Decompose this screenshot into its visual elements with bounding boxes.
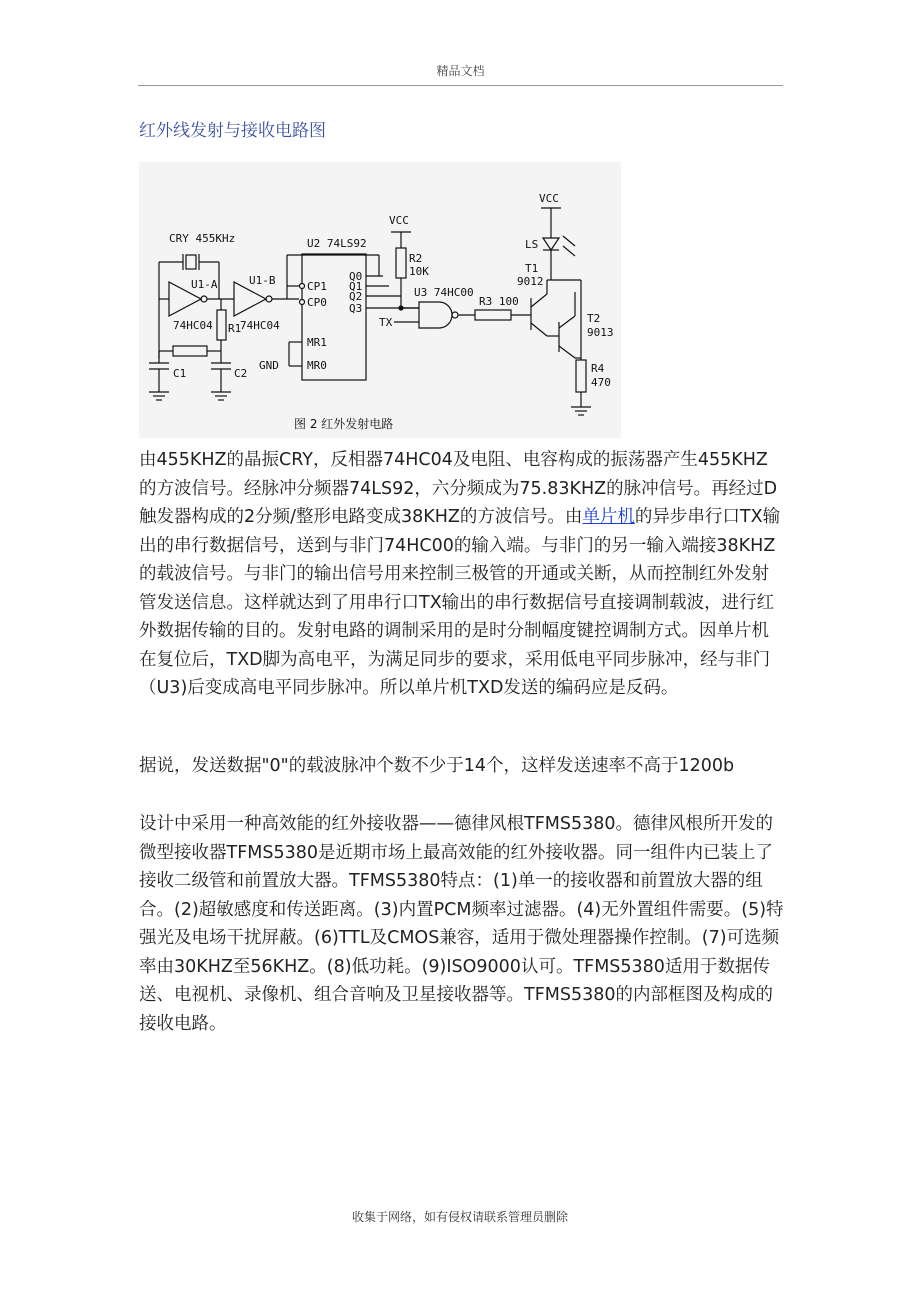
label-vcc-2: VCC — [539, 192, 559, 205]
label-q2: Q2 — [349, 290, 363, 303]
label-r2-value: 10K — [409, 265, 429, 278]
label-t1: T1 — [525, 262, 539, 275]
resistor-bottom — [173, 346, 207, 356]
label-r3: R3 100 — [479, 295, 519, 308]
paragraph-transmission-rate: 据说，发送数据"0"的载波脉冲个数不少于14个，这样发送速率不高于1200b — [139, 756, 735, 776]
label-vcc-1: VCC — [389, 214, 409, 227]
crystal-body — [186, 255, 196, 269]
label-t2: T2 — [587, 312, 601, 325]
label-r2: R2 — [409, 252, 423, 265]
label-mr1: MR1 — [307, 336, 327, 349]
paragraph-transmitter-description — [139, 446, 784, 703]
nand-gate-u3 — [419, 302, 452, 328]
ir-transmitter-circuit-figure — [139, 162, 621, 438]
figure-caption: 图 2 红外发射电路 — [294, 417, 394, 431]
label-r1: R1 — [228, 322, 242, 335]
label-74hc04-a: 74HC04 — [173, 319, 213, 332]
label-r4-value: 470 — [591, 376, 611, 389]
inverter-u1b — [234, 282, 266, 316]
label-cp0: CP0 — [307, 296, 327, 309]
page-header: 精品文档 — [138, 62, 783, 86]
label-tx: TX — [379, 316, 393, 329]
resistor-r2 — [396, 248, 406, 278]
resistor-r3 — [475, 310, 511, 320]
label-u2: U2 74LS92 — [307, 237, 367, 250]
label-gnd: GND — [259, 359, 279, 372]
section-title: 红外线发射与接收电路图 — [139, 121, 326, 141]
label-q3: Q3 — [349, 302, 363, 315]
circuit-diagram — [139, 162, 621, 438]
mcu-link[interactable]: 单片机 — [582, 507, 635, 527]
label-c2: C2 — [234, 367, 248, 380]
label-u3: U3 74HC00 — [414, 286, 474, 299]
ir-led — [543, 238, 559, 250]
label-cp1: CP1 — [307, 280, 327, 293]
paragraph1-text-a: 由455KHZ的晶振CRY，反相器74HC04及电阻、电容构成的振荡器产生455KHZ的方波信号。经脉冲分频器74LS92，六分频成为75.83KHZ的脉冲信号。再经过D触发器构成的2分频/整形电路变成38KHZ的方波信号。由 — [139, 450, 778, 527]
label-c1: C1 — [173, 367, 187, 380]
resistor-r4 — [576, 360, 586, 392]
paragraph1-text-b: 的异步串行口TX输出的串行数据信号，送到与非门74HC00的输入端。与非门的另一输入端接38KHZ的载波信号。与非门的输出信号用来控制三极管的开通或关断，从而控制红外发射管发送信息。这样就达到了用串行口TX输出的串行数据信号直接调制载波，进行红外数据传输的目的。发射电路的调制采用的是时分制幅度键控调制方式。因单片机在复位后，TXD脚为高电平，为满足同步的要求，采用低电平同步脉冲，经与非门（U3)后变成高电平同步脉冲。所以单片机TXD发送的编码应是反码。 — [139, 507, 781, 698]
resistor-r1 — [217, 310, 226, 340]
label-q1: Q1 — [349, 280, 363, 293]
label-u1a: U1-A — [191, 278, 218, 291]
label-q0: Q0 — [349, 270, 363, 283]
label-u1b: U1-B — [249, 274, 276, 287]
label-mr0: MR0 — [307, 359, 327, 372]
page-footer: 收集于网络，如有侵权请联系管理员删除 — [351, 1210, 568, 1224]
label-cry: CRY 455KHz — [169, 232, 236, 245]
label-r4: R4 — [591, 362, 605, 375]
label-74hc04-b: 74HC04 — [240, 319, 280, 332]
label-t2-value: 9013 — [587, 326, 614, 339]
paragraph-receiver-description: 设计中采用一种高效能的红外接收器——德律风根TFMS5380。德律风根所开发的微型接收器TFMS5380是近期市场上最高效能的红外接收器。同一组件内已装上了接收二级管和前置放大器。TFMS5380特点：(1)单一的接收器和前置放大器的组合。(2)超敏感度和传送距离。(3)内置PCM频率过滤器。(4)无外置组件需要。(5)特强光及电场干扰屏蔽。(6)TTL及CMOS兼容，适用于微处理器操作控制。(7)可选频率由30KHZ至56KHZ。(8)低功耗。(9)ISO9000认可。TFMS5380适用于数据传送、电视机、录像机、组合音响及卫星接收器等。TFMS5380的内部框图及构成的接收电路。 — [139, 814, 784, 1034]
label-ls: LS — [525, 238, 539, 251]
label-t1-value: 9012 — [517, 275, 544, 288]
